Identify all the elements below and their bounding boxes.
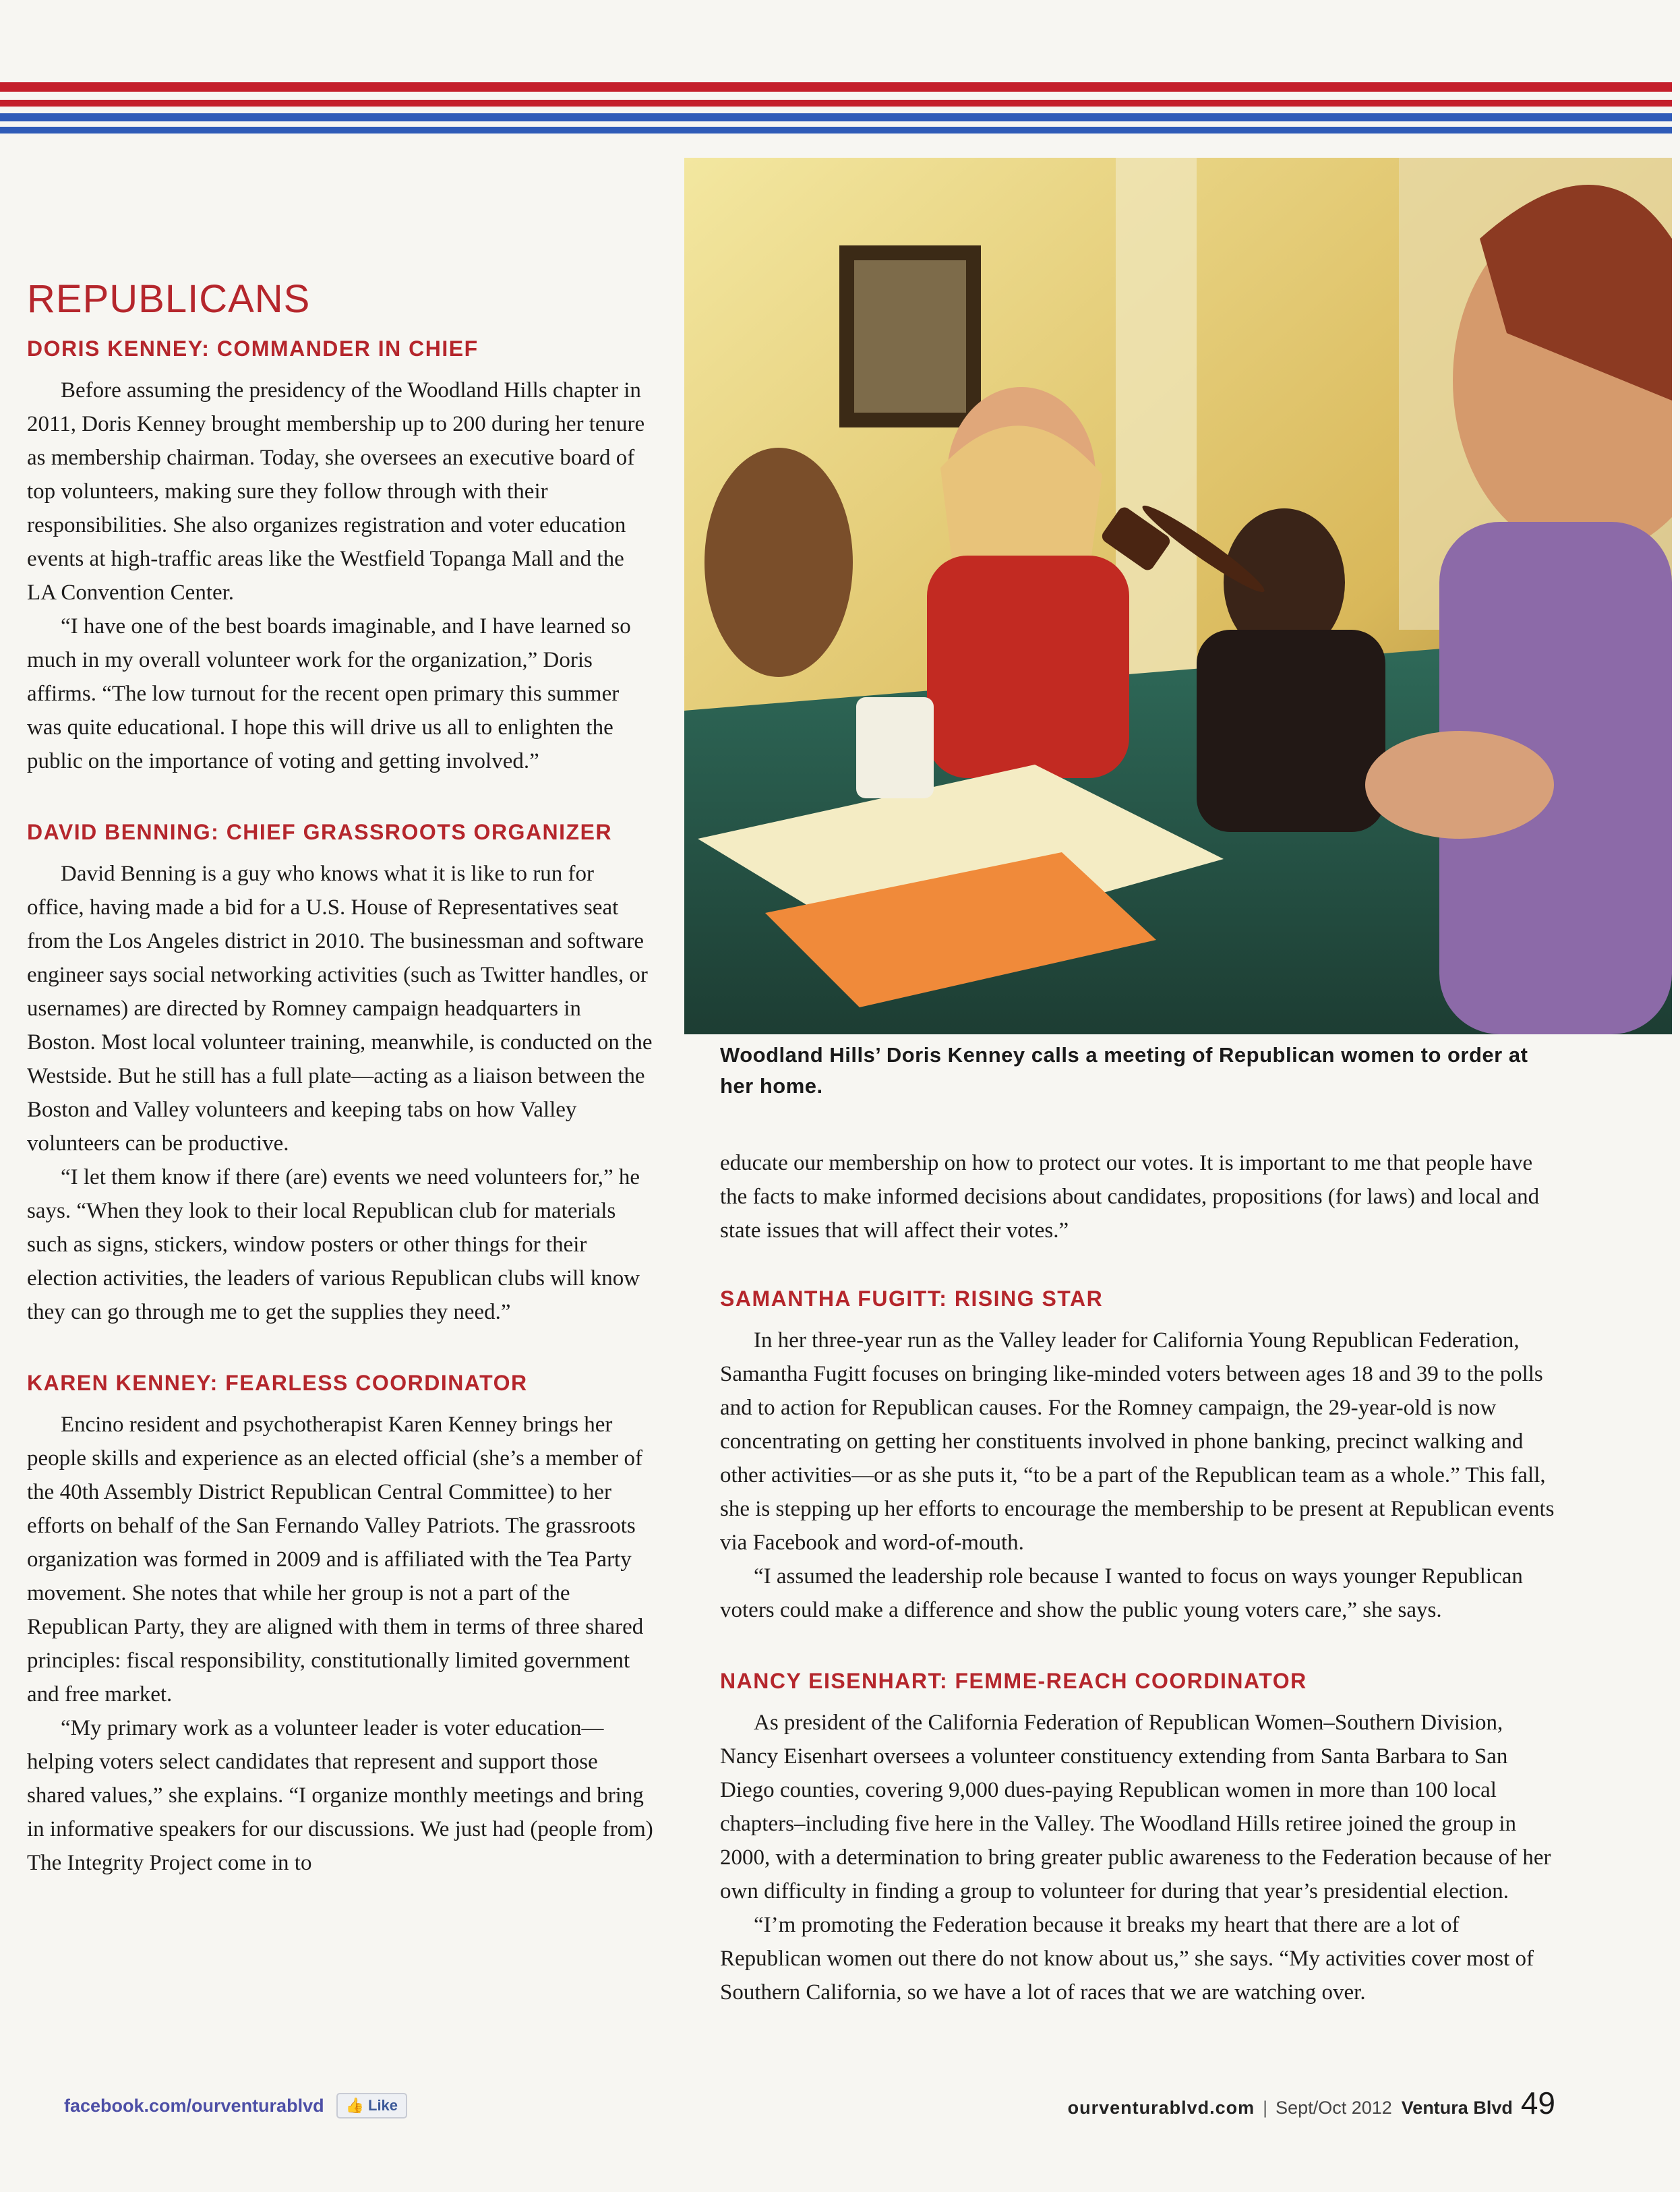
body-paragraph: “I’m promoting the Federation because it breaks my heart that there are a lot of Republican women out there do not know about us,” she says. “My activities cover most of Southern California, so we have a lot of races that we are watching over. [720,1913,1534,2005]
body-paragraph: As president of the California Federation of Republican Women–Southern Division, Nancy Eisenhart oversees a volunteer constituency extending from Santa Barbara to San Diego counties, covering 9,000 dues-paying Republican women in more than 100 local chapters–including five here in the Valley. The Woodland Hills retiree joined the group in 2000, with a determination to bring greater public awareness to the Federation because of her own difficulty in finding a group to volunteer for during that year’s presidential election. [720,1711,1551,1903]
footer-social [64,2093,407,2119]
profile-name: SAMANTHA FUGITT: [720,1286,948,1311]
body-paragraph: “I let them know if there (are) events we need volunteers for,” he says. “When they look to their local Republican club for materials such as signs, stickers, window posters or other things for their election activities, the leaders of various Republican clubs will know they can go through me to get the supplies they need.” [27,1165,640,1324]
like-label: Like [368,2097,398,2114]
profile-heading [720,1286,1556,1311]
red-stripe [0,100,1672,107]
footer-site: ourventurablvd.com [1067,2098,1255,2118]
profile-heading [27,820,654,845]
profile-name: NANCY EISENHART: [720,1669,949,1693]
body-paragraph: “My primary work as a volunteer leader is voter education—helping voters select candidates that represent and support those shared values,” she explains. “I organize monthly meetings and bring in informative speakers for our discussions. We just had (people from) The Integrity Project come in to [27,1716,653,1875]
profile-role: CHIEF GRASSROOTS ORGANIZER [226,820,613,844]
facebook-link[interactable]: facebook.com/ourventurablvd [64,2095,324,2116]
profile-doris-kenney [27,336,654,778]
profile-david-benning [27,820,654,1329]
profile-name: KAREN KENNEY: [27,1371,218,1395]
thumbs-up-icon: 👍 [345,2097,364,2114]
body-paragraph: Before assuming the presidency of the Woodland Hills chapter in 2011, Doris Kenney brought membership up to 200 during her tenure as membership chairman. Today, she oversees an executive board of top volunteers, making sure they follow through with their responsibilities. She also organizes registration and voter education events at high-traffic areas like the Westfield Topanga Mall and the LA Convention Center. [27,378,645,605]
left-column [27,276,654,1880]
profile-name: DORIS KENNEY: [27,336,210,361]
continuation-text [720,1146,1556,1247]
profile-samantha-fugitt [720,1286,1556,1627]
meeting-photo [684,158,1672,1034]
profile-nancy-eisenhart [720,1669,1556,2009]
photo-caption: Woodland Hills’ Doris Kenney calls a meeting of Republican women to order at her home. [720,1043,1528,1098]
like-button[interactable] [336,2093,407,2119]
body-paragraph: “I have one of the best boards imaginable, and I have learned so much in my overall volunteer work for the organization,” Doris affirms. “The low turnout for the recent open primary this summer was quite educational. I hope this will drive us all to enlighten the public on the importance of voting and getting involved.” [27,614,631,773]
profile-role: FEARLESS COORDINATOR [225,1371,528,1395]
footer-separator: | [1263,2098,1268,2118]
profile-name: DAVID BENNING: [27,820,220,844]
footer-issue: Sept/Oct 2012 [1276,2098,1392,2118]
body-paragraph: In her three-year run as the Valley leader for California Young Republican Federation, Samantha Fugitt focuses on bringing like-minded voters between ages 18 and 39 to the polls and to action for Republican causes. For the Romney campaign, the 29-year-old is now concentrating on getting her constituents involved in phone banking, precinct walking and other activities—or as she puts it, “to be a part of the Republican team as a whole.” This fall, she is stepping up her efforts to encourage the membership to be present at Republican events via Facebook and word-of-mouth. [720,1328,1555,1555]
footer-folio [1068,2085,1555,2121]
body-paragraph: Encino resident and psychotherapist Karen Kenney brings her people skills and experience as an elected official (she’s a member of the 40th Assembly District Republican Central Committee) to her efforts on behalf of the San Fernando Valley Patriots. The grassroots organization was formed in 2009 and is affiliated with the Tea Party movement. She notes that while her group is not a part of the Republican Party, they are aligned with them in terms of three shared principles: fiscal responsibility, constitutionally limited government and free market. [27,1413,644,1707]
body-paragraph: David Benning is a guy who knows what it is like to run for office, having made a bid for a U.S. House of Representatives seat from the Los Angeles district in 2010. The businessman and software engineer says social networking activities (such as Twitter handles, or usernames) are directed by Romney campaign headquarters in Boston. Most local volunteer training, meanwhile, is conducted on the Westside. But he still has a full plate—acting as a liaison between the Boston and Valley volunteers and keeping tabs on how Valley volunteers can be productive. [27,862,653,1156]
profile-role: COMMANDER IN CHIEF [216,336,479,361]
profile-role: FEMME-REACH COORDINATOR [955,1669,1307,1693]
section-title: REPUBLICANS [27,277,311,321]
meeting-photo-illustration [684,158,1672,1034]
profile-karen-kenney [27,1371,654,1880]
red-stripe [0,82,1672,92]
profile-heading [720,1669,1556,1694]
blue-stripe [0,113,1672,121]
right-column [720,1146,1556,2009]
page-number: 49 [1520,2085,1555,2121]
footer-magazine: Ventura Blvd [1401,2098,1513,2118]
blue-stripe [0,127,1672,134]
profile-heading [27,336,654,361]
flag-stripes [0,82,1680,136]
body-paragraph: educate our membership on how to protect our votes. It is important to me that people have the facts to make informed decisions about candidates, propositions (for laws) and local and state issues that will affect their votes.” [720,1151,1540,1243]
body-paragraph: “I assumed the leadership role because I wanted to focus on ways younger Republican voters could make a difference and show the public young voters care,” she says. [720,1564,1523,1622]
profile-role: RISING STAR [954,1286,1104,1311]
profile-heading [27,1371,654,1396]
